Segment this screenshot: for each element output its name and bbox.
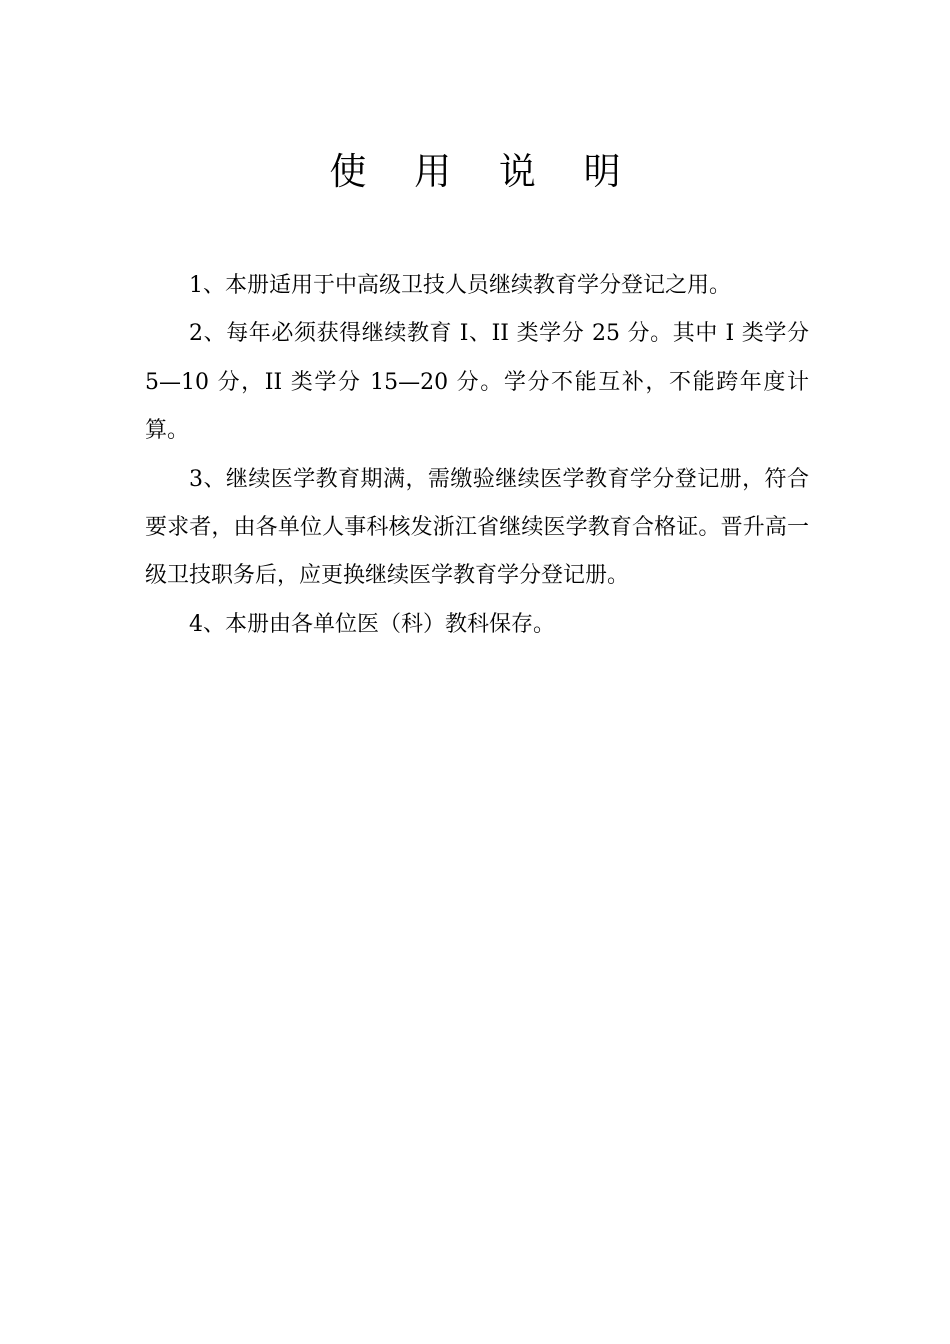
instructions-body [145,262,809,649]
instruction-paragraph-3: 3、继续医学教育期满，需缴验继续医学教育学分登记册，符合要求者，由各单位人事科核发浙江省继续医学教育合格证。晋升高一级卫技职务后，应更换继续医学教育学分登记册。 [145,466,809,589]
instruction-paragraph-1: 1、本册适用于中高级卫技人员继续教育学分登记之用。 [189,273,731,298]
instruction-paragraph-4: 4、本册由各单位医（科）教科保存。 [189,611,555,637]
page-title: 使 用 说 明 [329,150,639,193]
instruction-paragraph-2: 2、每年必须获得继续教育 I、II 类学分 25 分。其中 I 类学分 5—10 分，II 类学分 15—20 分。学分不能互补，不能跨年度计算。 [145,321,809,444]
